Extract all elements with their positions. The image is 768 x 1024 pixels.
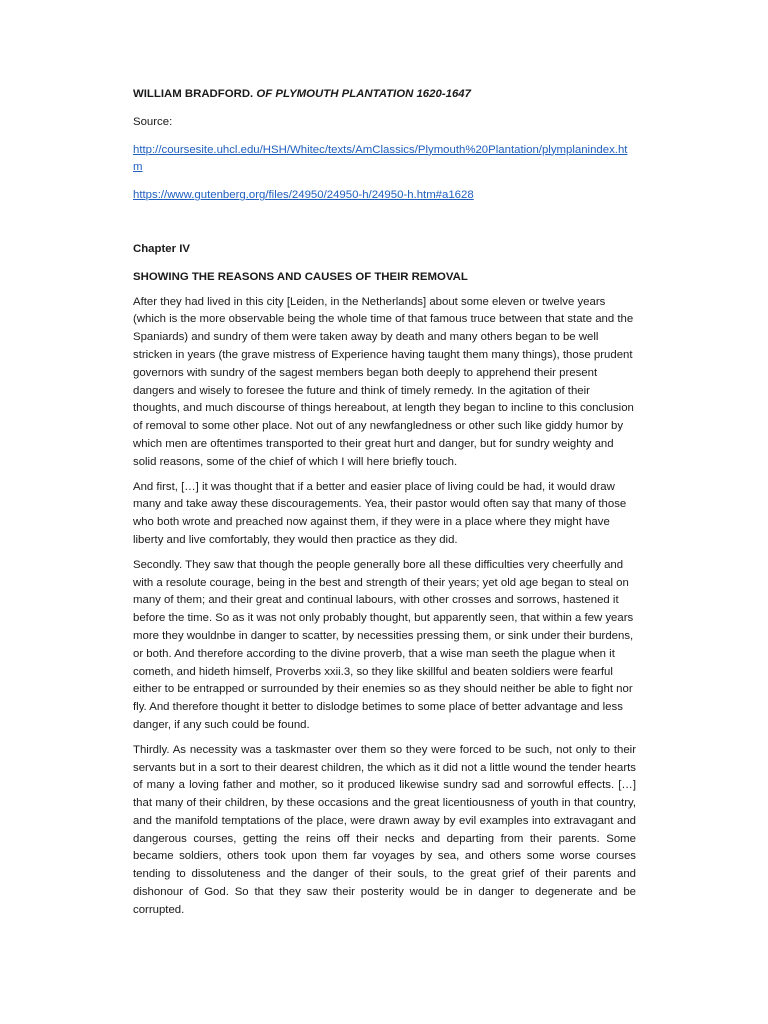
paragraph-4: Thirdly. As necessity was a taskmaster over them so they were forced to be such, not only to their servants but in a sort to their dearest children, the which as it did not a little wound the tender hearts of many a loving father and mother, so it produced likewise sundry sad and sorrowful effects. […] that many of their children, by these occasions and the great licentiousness of youth in that country, and the manifold temptations of the place, were drawn away by evil examples into extravagant and dangerous courses, getting the reins off their necks and departing from their parents. Some became soldiers, others took upon them far voyages by sea, and others some worse courses tending to dissoluteness and the danger of their souls, to the great grief of their parents and dishonour of God. So that they saw their posterity would be in danger to degenerate and be corrupted. [133,743,636,916]
work-title: OF PLYMOUTH PLANTATION 1620-1647 [256,88,471,100]
paragraph-3: Secondly. They saw that though the people generally bore all these difficulties very cheerfully and with a resolute courage, being in the best and strength of their years; yet old age began to steal on many of them; and their great and continual labours, with other crosses and sorrows, hastened it before the time. So as it was not only probably thought, but apparently seen, that within a few years more they wouldnbe in danger to scatter, by necessities pressing them, or sink under their burdens, or both. And therefore according to the divine proverb, that a wise man seeth the plague when it cometh, and hideth himself, Proverbs xxii.3, so they like skillful and beaten soldiers were fearful either to be entrapped or surrounded by their enemies so as they should neither be able to fight nor fly. And therefore thought it better to dislodge betimes to some place of better advantage and less danger, if any such could be found. [133,558,634,731]
source-link-uhcl[interactable]: http://coursesite.uhcl.edu/HSH/Whitec/texts/AmClassics/Plymouth%20Plantation/plymplanindex.htm [133,143,628,174]
chapter-number: Chapter IV [133,242,190,255]
document-title [133,86,636,104]
document-page [133,86,636,927]
author-name: WILLIAM BRADFORD. [133,88,254,100]
source-label: Source: [133,115,173,128]
chapter-heading: SHOWING THE REASONS AND CAUSES OF THEIR REMOVAL [133,270,468,283]
source-link-gutenberg[interactable]: https://www.gutenberg.org/files/24950/24950-h/24950-h.htm#a1628 [133,189,474,202]
paragraph-1: After they had lived in this city [Leiden, in the Netherlands] about some eleven or twelve years (which is the more observable being the whole time of that famous truce between that state and the Spaniards) and sundry of them were taken away by death and many others began to be well stricken in years (the grave mistress of Experience having taught them many things), those prudent governors with sundry of the sagest members began both deeply to apprehend their present dangers and wisely to foresee the future and think of timely remedy. In the agitation of their thoughts, and much discourse of things hereabout, at length they began to incline to this conclusion of removal to some other place. Not out of any newfangledness or other such like giddy humor by which men are oftentimes transported to their great hurt and danger, but for sundry weighty and solid reasons, some of the chief of which I will here briefly touch. [133,295,634,468]
paragraph-2: And first, […] it was thought that if a better and easier place of living could be had, it would draw many and take away these discouragements. Yea, their pastor would often say that many of those who both wrote and preached now against them, if they were in a place where they might have liberty and live comfortably, they would then practice as they did. [133,480,627,546]
